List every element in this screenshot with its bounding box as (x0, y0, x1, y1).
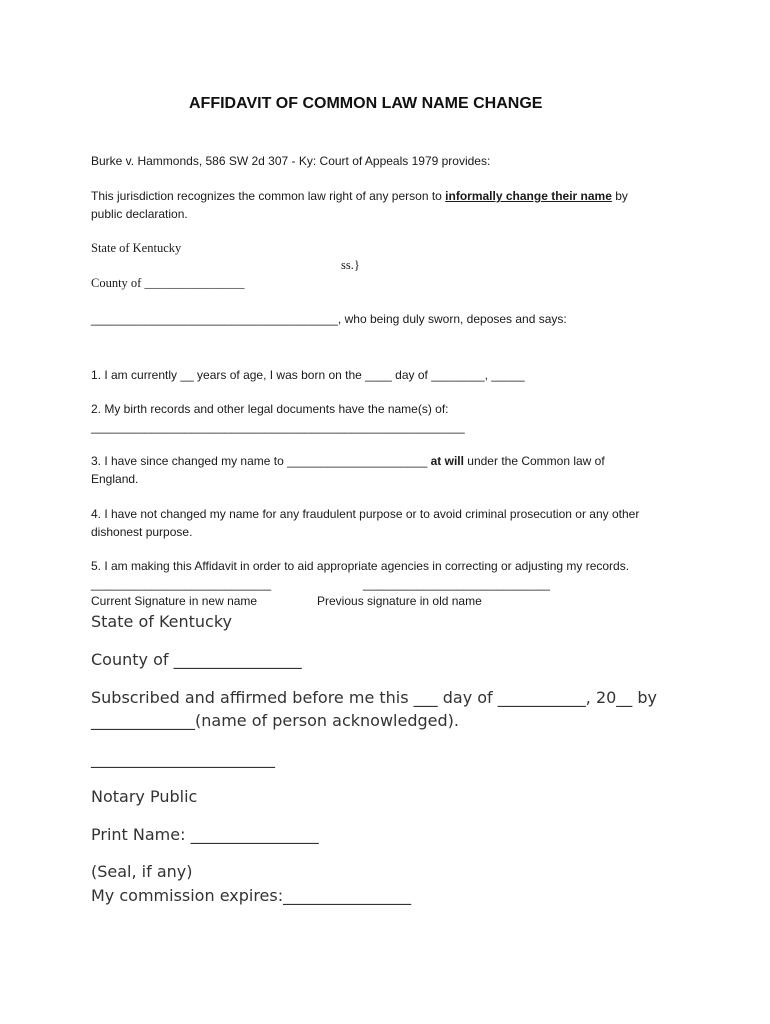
venue-state: State of Kentucky (91, 241, 182, 255)
jurisdiction-text-end: by (611, 189, 628, 203)
item-3-text: 3. I have since changed my name to _____________________ (91, 454, 431, 468)
signature-blank-current: ___________________________ (91, 577, 272, 591)
notary-state: State of Kentucky (91, 612, 232, 631)
jurisdiction-emphasis: informally change their name (445, 189, 612, 203)
item-5-reason: 5. I am making this Affidavit in order to aid appropriate agencies in correcting or adjusting my records. (91, 559, 630, 573)
venue-county: County of ________________ (91, 276, 245, 290)
item-2-birth-records: 2. My birth records and other legal documents have the name(s) of: (91, 402, 449, 416)
signature-label-previous: Previous signature in old name (317, 594, 482, 608)
notary-subscribed-line1: Subscribed and affirmed before me this ___ day of ___________, 20__ by (91, 688, 658, 707)
item-4-line2: dishonest purpose. (91, 525, 193, 539)
item-3-line2: England. (91, 472, 139, 486)
affiant-sworn-line: _____________________________________, who being duly sworn, deposes and says: (91, 312, 567, 326)
venue-ss: ss.} (341, 258, 360, 272)
notary-print-name: Print Name: ________________ (91, 825, 319, 844)
notary-commission-expires: My commission expires:________________ (91, 886, 412, 905)
notary-signature-blank: _______________________ (91, 749, 275, 768)
notary-county: County of ________________ (91, 650, 302, 669)
notary-seal: (Seal, if any) (91, 862, 193, 881)
signature-blank-previous: ____________________________ (363, 577, 550, 591)
case-citation: Burke v. Hammonds, 586 SW 2d 307 - Ky: Court of Appeals 1979 provides: (91, 154, 491, 168)
notary-subscribed-line2: _____________(name of person acknowledged). (91, 711, 459, 730)
notary-public-label: Notary Public (91, 787, 198, 806)
item-3-bold: at will (430, 454, 464, 468)
item-2-blank: ________________________________________________________ (91, 420, 465, 434)
jurisdiction-statement-line2: public declaration. (91, 207, 188, 221)
jurisdiction-statement (91, 189, 628, 203)
jurisdiction-text: This jurisdiction recognizes the common law right of any person to (91, 189, 446, 203)
document-title: AFFIDAVIT OF COMMON LAW NAME CHANGE (189, 95, 543, 112)
item-4-purpose: 4. I have not changed my name for any fraudulent purpose or to avoid criminal prosecution or any other (91, 507, 640, 521)
item-1-age-birth: 1. I am currently __ years of age, I was born on the ____ day of ________, _____ (91, 368, 525, 382)
item-3-text-end: under the Common law of (463, 454, 605, 468)
item-3-name-change (91, 454, 605, 468)
signature-label-current: Current Signature in new name (91, 594, 258, 608)
